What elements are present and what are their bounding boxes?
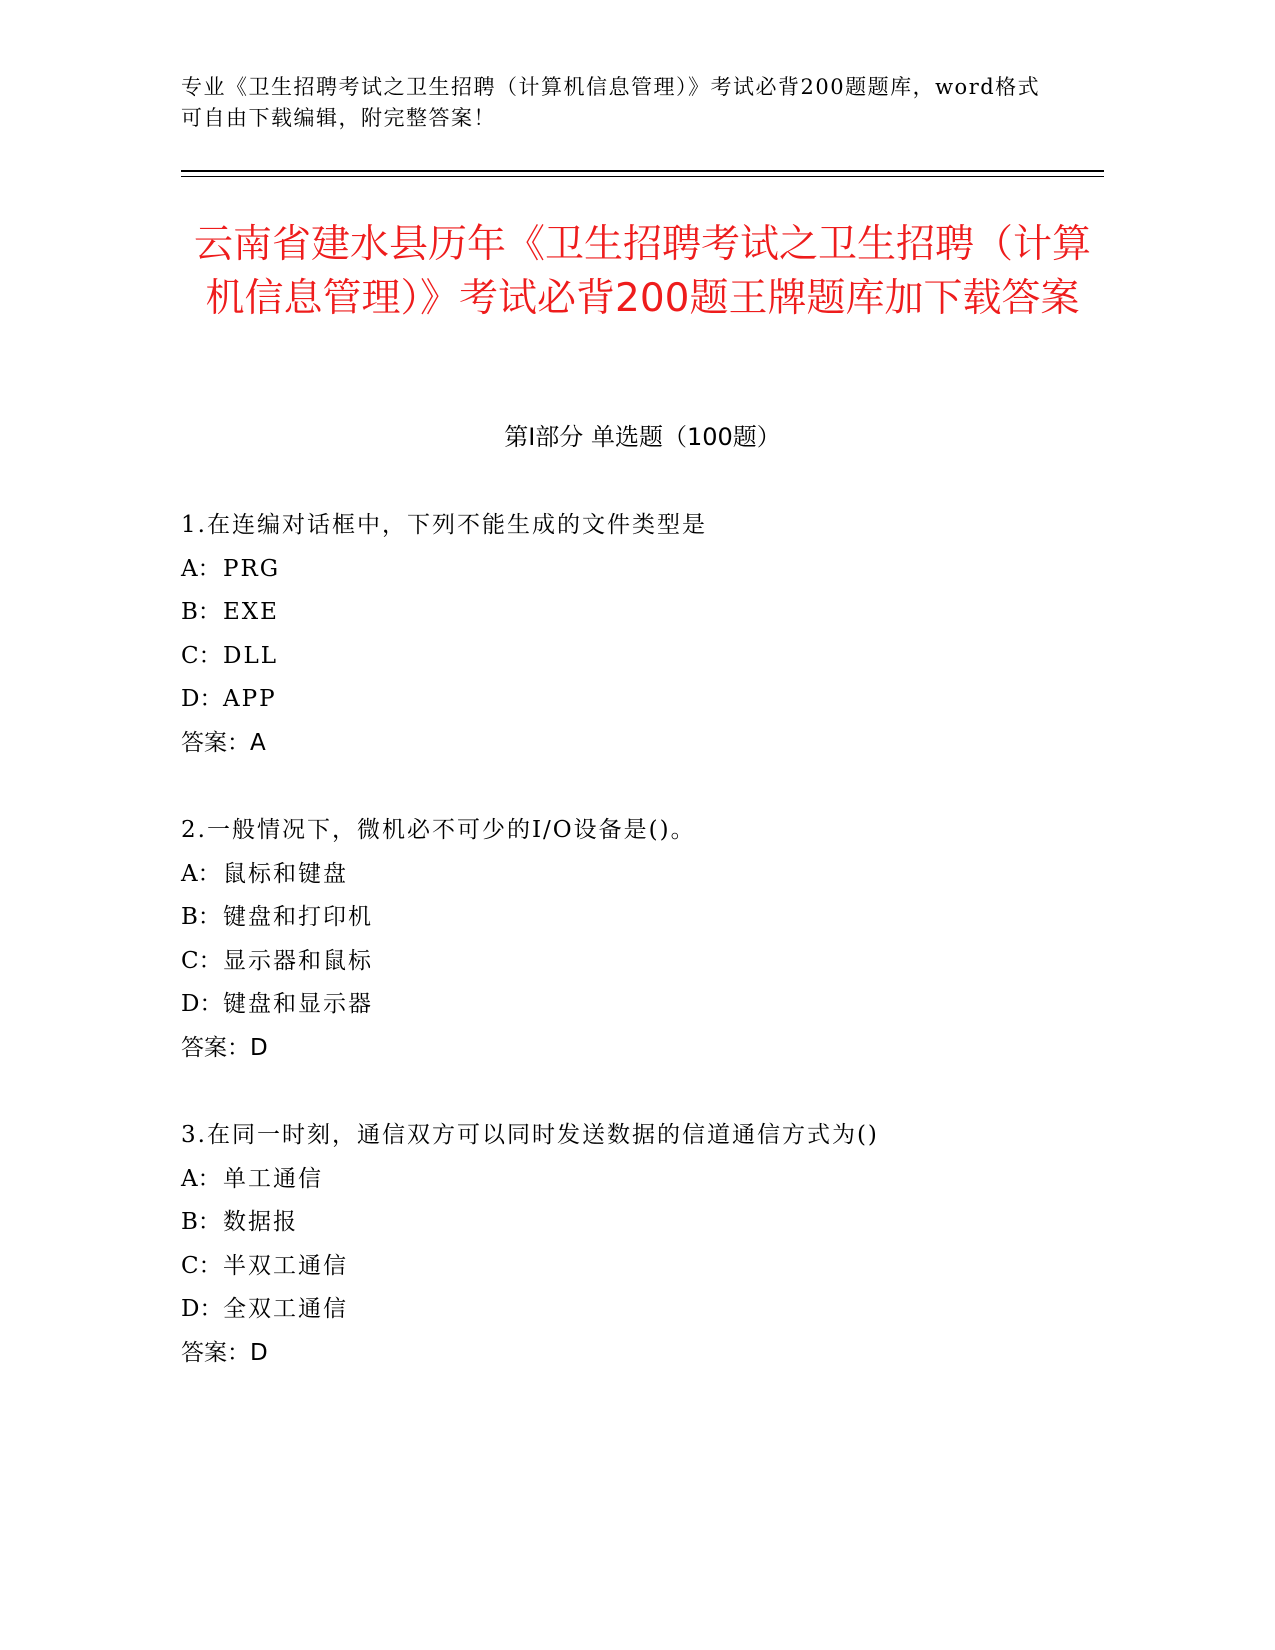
option-a — [181, 1158, 1104, 1202]
question-1 — [181, 504, 1104, 765]
option-text: 半双工通信 — [223, 1252, 348, 1279]
option-d — [181, 983, 1104, 1027]
header-rule-thick — [181, 170, 1104, 172]
question-3 — [181, 1114, 1104, 1375]
option-key: A： — [181, 555, 221, 582]
option-d — [181, 678, 1104, 722]
question-stem: 3.在同一时刻，通信双方可以同时发送数据的信道通信方式为() — [181, 1122, 879, 1148]
option-text: 鼠标和键盘 — [223, 860, 348, 887]
question-stem: 1.在连编对话框中，下列不能生成的文件类型是 — [181, 512, 707, 538]
option-key: C： — [181, 642, 222, 669]
option-b — [181, 591, 1104, 635]
option-b — [181, 896, 1104, 940]
option-key: B： — [181, 904, 221, 930]
header-note: 专业《卫生招聘考试之卫生招聘（计算机信息管理）》考试必背200题题库，word格式可自由下载编辑，附完整答案！ — [181, 75, 1041, 130]
option-text: APP — [223, 686, 277, 712]
section-heading: 第Ⅰ部分 单选题（100题） — [504, 423, 781, 451]
option-key: D： — [181, 991, 223, 1017]
question-2 — [181, 809, 1104, 1070]
option-text: 数据报 — [223, 1209, 298, 1235]
option-d — [181, 1288, 1104, 1332]
option-text: 单工通信 — [223, 1165, 323, 1192]
option-b — [181, 1201, 1104, 1245]
option-c — [181, 1245, 1104, 1289]
option-text: PRG — [223, 555, 281, 582]
option-key: D： — [181, 686, 223, 712]
option-a — [181, 853, 1104, 897]
option-c — [181, 635, 1104, 679]
header-rule-thin — [181, 176, 1104, 177]
option-c — [181, 940, 1104, 984]
option-key: A： — [181, 1165, 221, 1192]
option-key: C： — [181, 947, 222, 974]
question-answer: 答案：D — [181, 1339, 268, 1366]
option-key: D： — [181, 1296, 223, 1322]
option-key: C： — [181, 1252, 222, 1279]
question-answer: 答案：A — [181, 729, 266, 756]
option-key: A： — [181, 860, 221, 887]
option-key: B： — [181, 1209, 221, 1235]
question-answer: 答案：D — [181, 1034, 268, 1061]
option-a — [181, 548, 1104, 592]
option-text: 显示器和鼠标 — [223, 947, 373, 974]
question-stem: 2.一般情况下，微机必不可少的I/O设备是()。 — [181, 817, 696, 843]
document-title: 云南省建水县历年《卫生招聘考试之卫生招聘（计算机信息管理）》考试必背200题王牌题库加下载答案 — [193, 222, 1091, 321]
option-text: EXE — [223, 599, 279, 625]
option-text: DLL — [223, 642, 278, 669]
option-text: 键盘和显示器 — [223, 991, 373, 1017]
option-text: 全双工通信 — [223, 1296, 348, 1322]
option-text: 键盘和打印机 — [223, 904, 373, 930]
option-key: B： — [181, 599, 221, 625]
